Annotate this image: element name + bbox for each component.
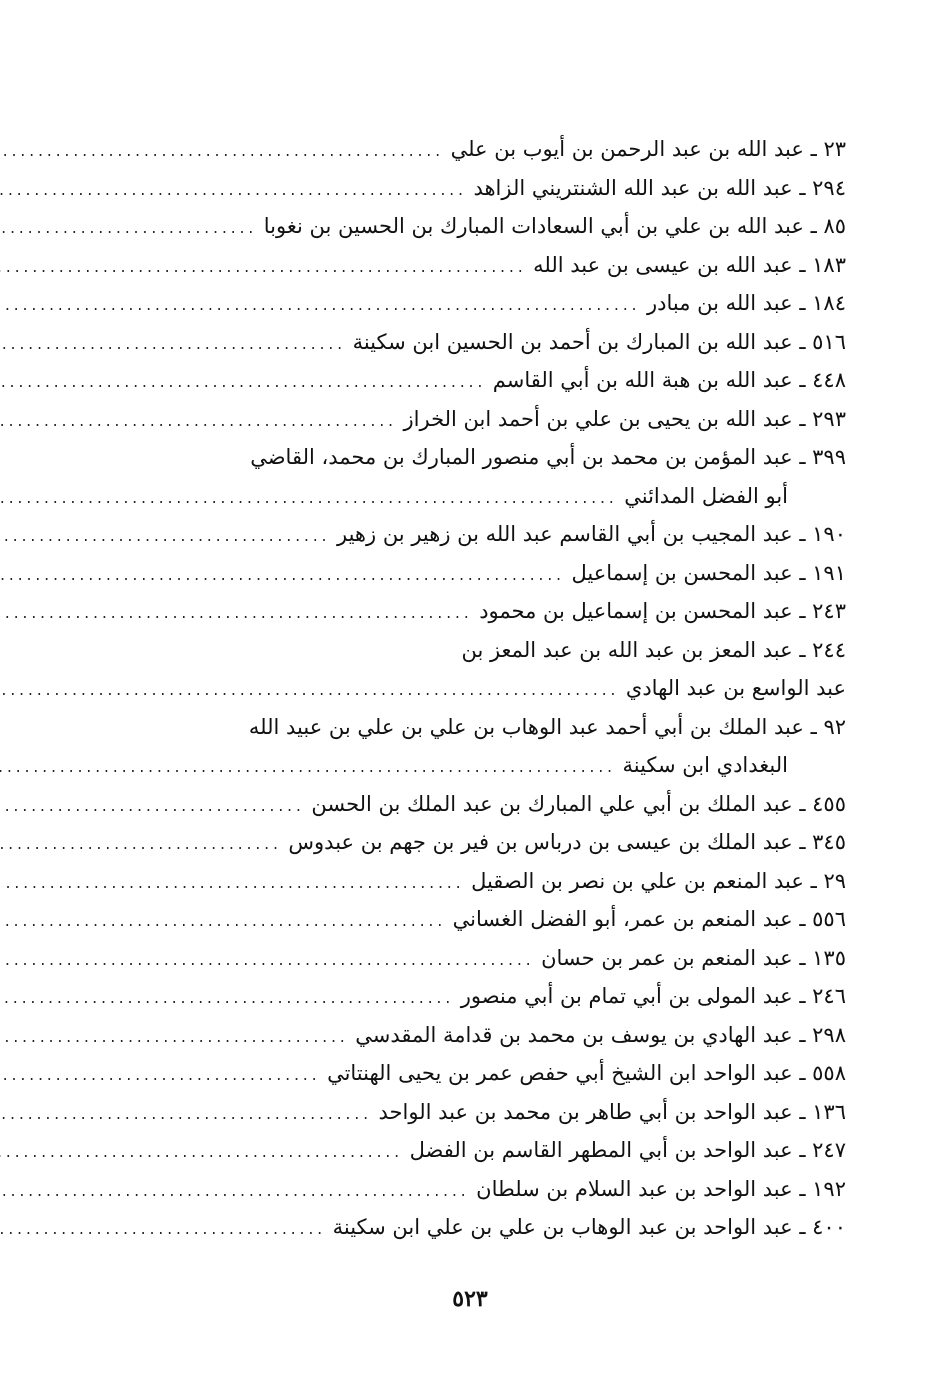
index-entry: [80, 246, 846, 285]
dot-leader: [0, 1174, 468, 1213]
entry-text: ٤٤٨ ـ عبد الله بن هبة الله بن أبي القاسم: [492, 368, 846, 392]
entry-text: ٢٩٨ ـ عبد الهادي بن يوسف بن محمد بن قدامة المقدسي: [355, 1022, 846, 1047]
dot-leader: [0, 288, 639, 327]
dot-leader: [0, 1058, 319, 1097]
index-entry: [80, 977, 846, 1016]
index-entry: [80, 1170, 846, 1209]
dot-leader: [0, 596, 471, 635]
entry-text: ٣٤٥ ـ عبد الملك بن عيسى بن درباس بن فير بن جهم بن عبدوس: [288, 830, 846, 854]
dot-leader: [0, 789, 303, 828]
index-entry: [80, 169, 846, 208]
dot-leader: [0, 827, 280, 866]
dot-leader: [0, 519, 329, 558]
index-entry: [80, 515, 846, 554]
index-entry: [80, 900, 846, 939]
index-entry: [80, 361, 846, 400]
entry-text: البغدادي ابن سكينة: [622, 753, 788, 777]
index-entry: [80, 477, 846, 516]
index-entry: [80, 554, 846, 593]
dot-leader: [0, 558, 564, 597]
entry-text: ٤٠٠ ـ عبد الواحد بن عبد الوهاب بن علي بن علي ابن سكينة: [332, 1215, 846, 1239]
index-entry: [80, 746, 846, 785]
dot-leader: [0, 404, 396, 443]
index-entry: [80, 1016, 846, 1055]
entry-text: ٢٩٤ ـ عبد الله بن عبد الله الشنتريني الزاهد: [473, 175, 846, 200]
entry-text: ٢٤٤ ـ عبد المعز بن عبد الله بن عبد المعز بن: [461, 637, 846, 662]
dot-leader: [0, 365, 485, 404]
dot-leader: [0, 750, 615, 789]
entry-text: ١٩٠ ـ عبد المجيب بن أبي القاسم عبد الله بن زهير بن زهير: [337, 522, 846, 546]
index-entry: [80, 1208, 846, 1247]
index-entry: [80, 631, 846, 670]
entry-text: أبو الفضل المدائني: [624, 483, 788, 508]
entry-text: ٢٤٦ ـ عبد المولى بن أبي تمام بن أبي منصور: [460, 984, 846, 1008]
entry-text: ٢٩ ـ عبد المنعم بن علي بن نصر بن الصقيل: [471, 868, 846, 893]
entry-text: ٢٩٣ ـ عبد الله بن يحيى بن علي بن أحمد ابن الخراز: [403, 406, 846, 431]
dot-leader: [0, 1135, 402, 1174]
index-entry: [80, 592, 846, 631]
dot-leader: [0, 866, 463, 905]
entry-text: ٥١٦ ـ عبد الله بن المبارك بن أحمد بن الحسين ابن سكينة: [352, 329, 846, 354]
index-entry: [80, 669, 846, 708]
entry-text: ١٩٢ ـ عبد الواحد بن عبد السلام بن سلطان: [476, 1176, 846, 1201]
dot-leader: [0, 327, 345, 366]
index-entry: [80, 1054, 846, 1093]
dot-leader: [0, 673, 618, 712]
index-entry: [80, 939, 846, 978]
entry-text: ٣٩٩ ـ عبد المؤمن بن محمد بن أبي منصور المبارك بن محمد، القاضي: [250, 445, 846, 469]
entry-text: ٤٥٥ ـ عبد الملك بن أبي علي المبارك بن عبد الملك بن الحسن: [311, 791, 846, 816]
dot-leader: [0, 904, 445, 943]
index-entry: [80, 708, 846, 747]
index-entry: [80, 1131, 846, 1170]
dot-leader: [0, 1097, 371, 1136]
index-entry: [80, 400, 846, 439]
dot-leader: [0, 981, 453, 1020]
index-entry: [80, 284, 846, 323]
dot-leader: [0, 1212, 325, 1251]
index-list: [80, 130, 846, 1247]
dot-leader: [0, 134, 443, 173]
index-entry: [80, 785, 846, 824]
dot-leader: [0, 1020, 347, 1059]
index-entry: [80, 323, 846, 362]
entry-text: ٢٤٣ ـ عبد المحسن بن إسماعيل بن محمود: [479, 599, 846, 623]
index-entry: [80, 130, 846, 169]
entry-text: عبد الواسع بن عبد الهادي: [625, 676, 846, 700]
entry-text: ٥٥٨ ـ عبد الواحد ابن الشيخ أبي حفص عمر بن يحيى الهنتاتي: [327, 1061, 846, 1085]
dot-leader: [0, 173, 465, 212]
dot-leader: [0, 250, 525, 289]
entry-text: ١٩١ ـ عبد المحسن بن إسماعيل: [571, 560, 846, 585]
entry-text: ١٨٤ ـ عبد الله بن مبادر: [646, 291, 846, 315]
entry-text: ٨٥ ـ عبد الله بن علي بن أبي السعادات المبارك بن الحسين بن نغوبا: [263, 214, 846, 238]
entry-text: ١٨٣ ـ عبد الله بن عيسى بن عبد الله: [533, 252, 846, 277]
entry-text: ١٣٦ ـ عبد الواحد بن أبي طاهر بن محمد بن عبد الواحد: [378, 1099, 846, 1124]
dot-leader: [0, 943, 533, 982]
entry-text: ٥٥٦ ـ عبد المنعم بن عمر، أبو الفضل الغساني: [452, 907, 846, 931]
entry-text: ١٣٥ ـ عبد المنعم بن عمر بن حسان: [541, 945, 846, 970]
page-number: ٥٢٣: [452, 1286, 488, 1312]
entry-text: ٢٣ ـ عبد الله بن عبد الرحمن بن أيوب بن علي: [450, 137, 846, 161]
entry-text: ٢٤٧ ـ عبد الواحد بن أبي المطهر القاسم بن الفضل: [409, 1138, 846, 1162]
dot-leader: [0, 211, 256, 250]
index-entry: [80, 438, 846, 477]
index-entry: [80, 1093, 846, 1132]
index-entry: [80, 823, 846, 862]
dot-leader: [0, 481, 616, 520]
index-entry: [80, 862, 846, 901]
index-entry: [80, 207, 846, 246]
entry-text: ٩٢ ـ عبد الملك بن أبي أحمد عبد الوهاب بن علي بن علي بن عبيد الله: [248, 714, 846, 739]
